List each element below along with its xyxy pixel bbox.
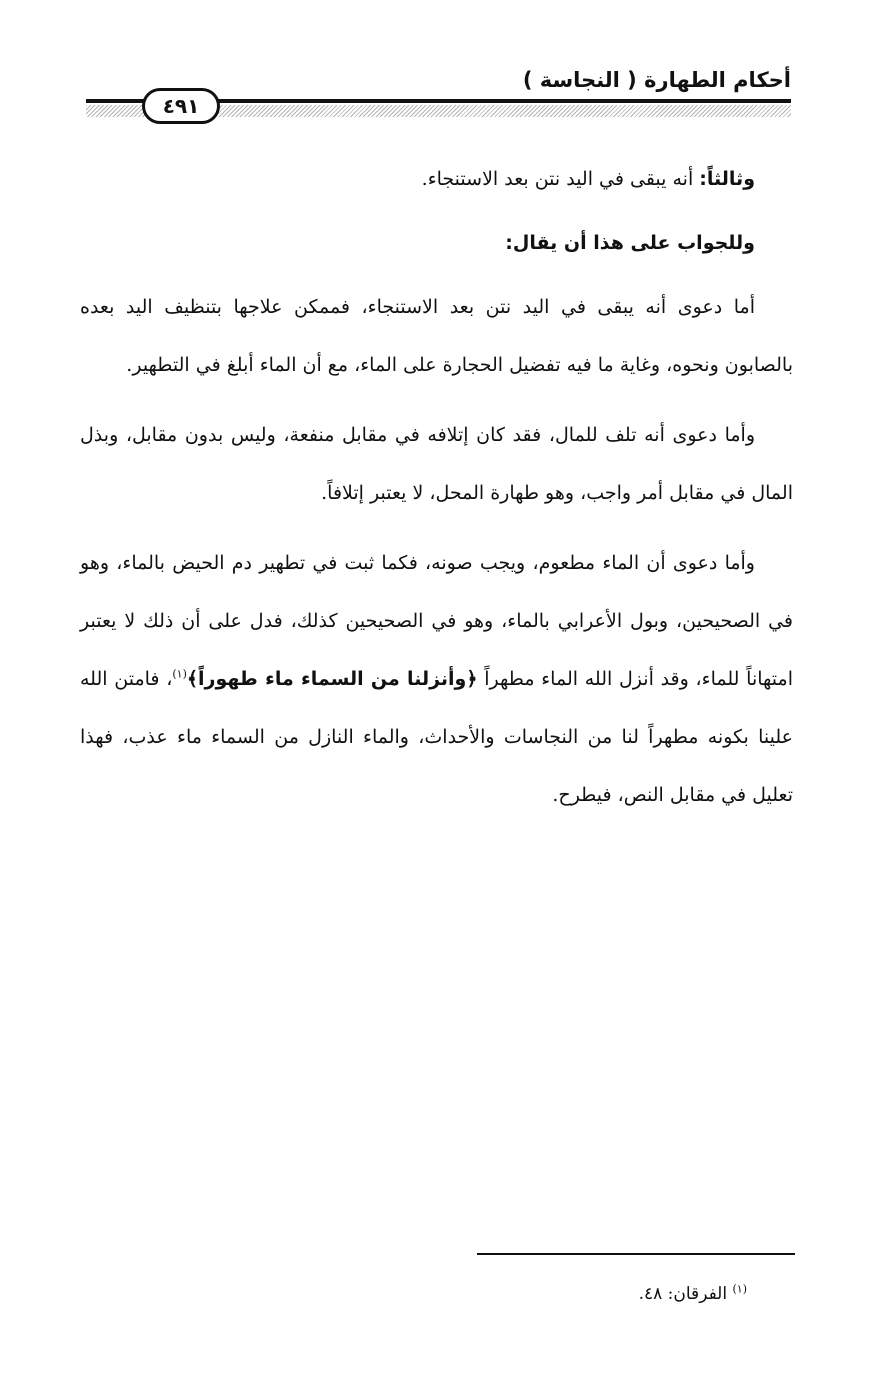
paragraph-1	[80, 150, 793, 208]
paragraph-1-text: أنه يبقى في اليد نتن بعد الاستنجاء.	[421, 168, 700, 190]
footnote-text: الفرقان: ٤٨.	[638, 1284, 733, 1304]
paragraph-3: وأما دعوى أنه تلف للمال، فقد كان إتلافه في مقابل منفعة، وليس بدون مقابل، وبذل المال في مقابل أمر واجب، وهو طهارة المحل، لا يعتبر إتلافاً.	[80, 424, 793, 504]
paragraph-1-lead: وثالثاً:	[699, 168, 755, 190]
footnote-marker: (١)	[732, 1282, 747, 1296]
paragraph-2: أما دعوى أنه يبقى في اليد نتن بعد الاستنجاء، فممكن علاجها بتنظيف اليد بعده بالصابون ونحوه، وغاية ما فيه تفضيل الحجارة على الماء، مع أن الماء أبلغ في التطهير.	[80, 296, 793, 376]
paragraph-4-text-before: وأما دعوى أن الماء مطعوم، ويجب صونه، فكما ثبت في تطهير دم الحيض بالماء، وهو في الصحيحين، وبول الأعرابي بالماء، وهو في الصحيحين كذلك، فدل على أن ذلك لا يعتبر امتهاناً للماء، وقد أنزل الله الماء مطهراً	[80, 552, 793, 690]
running-title: أحكام الطهارة ( النجاسة )	[522, 68, 791, 92]
footnote-1	[639, 1284, 747, 1304]
footnote-separator	[477, 1253, 795, 1255]
page-number: ٤٩١	[162, 94, 200, 118]
main-text	[80, 150, 793, 836]
paragraph-4-text-after: ، فامتن الله علينا بكونه مطهراً لنا من النجاسات والأحداث، والماء النازل من السماء ماء عذب، فهذا تعليل في مقابل النص، فيطرح.	[80, 668, 793, 806]
answer-heading: وللجواب على هذا أن يقال:	[505, 232, 755, 254]
paragraph-4	[80, 534, 793, 824]
footnote-reference[interactable]: (١)	[172, 667, 187, 681]
quran-verse: ﴿وأنزلنا من السماء ماء طهوراً﴾	[186, 668, 478, 690]
page-number-badge	[142, 88, 220, 124]
